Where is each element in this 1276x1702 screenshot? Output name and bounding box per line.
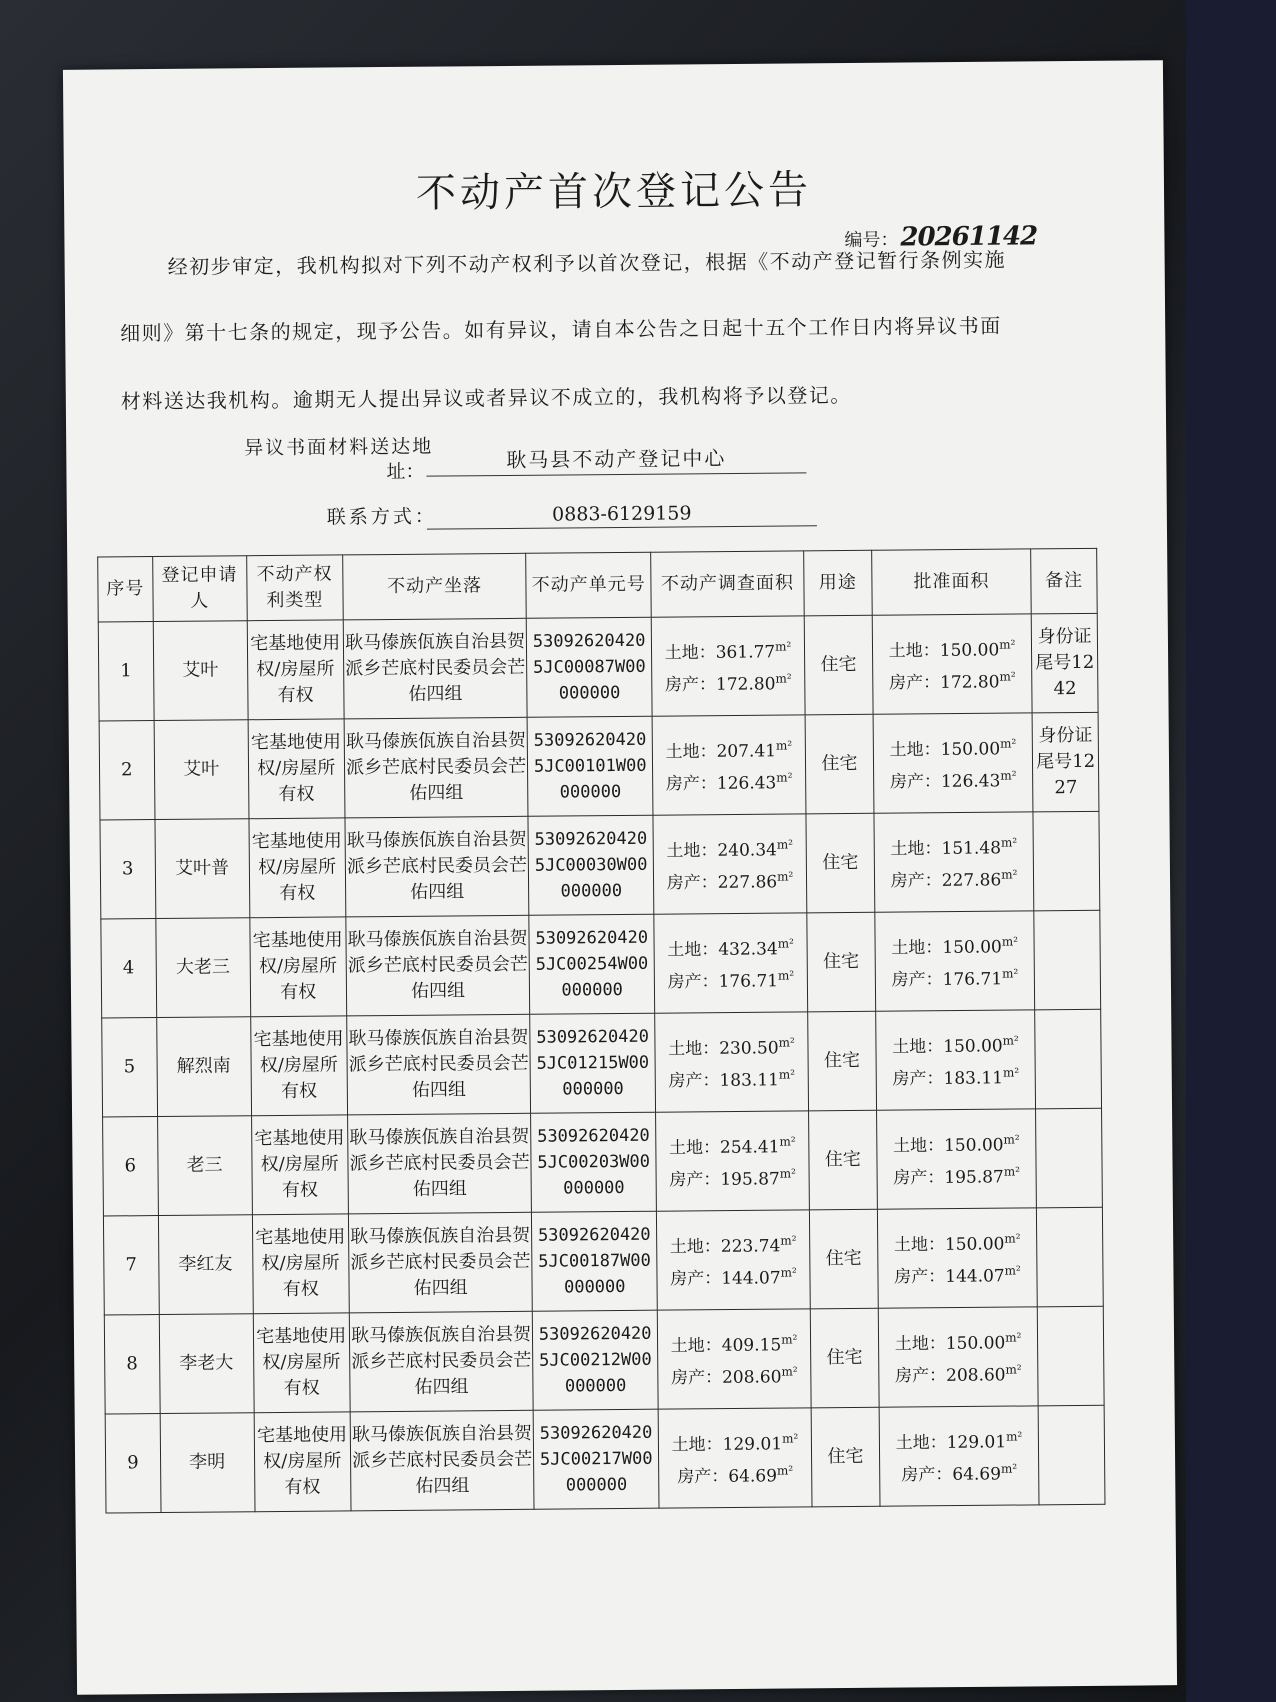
area-unit: m² (777, 869, 794, 884)
use-cell (811, 1407, 880, 1507)
survey-land-area: 土地：129.01 (671, 1434, 783, 1456)
remark-cell (1036, 1108, 1103, 1208)
header-cell: 备注 (1031, 548, 1097, 614)
unit-number-cell (527, 617, 652, 717)
applicant-cell (159, 1314, 254, 1414)
notice-paragraph-line-3: 材料送达我机构。逾期无人提出异议或者异议不成立的，我机构将予以登记。 (120, 382, 852, 414)
location-cell (348, 1212, 532, 1313)
area-unit: m² (775, 671, 792, 686)
address-label-line-1: 异议书面材料送达地 (244, 435, 434, 460)
location: 耿马傣族佤族自治县贺派乡芒底村民委员会芒佑四组 (347, 927, 528, 1002)
survey-house-area: 房产：144.07 (670, 1268, 781, 1290)
survey-land-area: 土地：223.74 (669, 1236, 781, 1258)
area-unit: m² (777, 968, 795, 983)
approved-house-area: 房产：144.07 (894, 1266, 1005, 1288)
approved-area-cell (874, 812, 1034, 912)
applicant-cell (157, 1116, 252, 1216)
unit-number-cell (529, 914, 654, 1014)
area-unit: m² (1004, 1263, 1021, 1278)
survey-house-area: 房产：172.80 (664, 674, 776, 696)
remark-cell (1032, 613, 1099, 713)
unit-number-cell (531, 1112, 656, 1212)
survey-area-cell (653, 814, 807, 914)
area-unit: m² (781, 1364, 798, 1379)
table-row (100, 811, 1100, 919)
survey-area-cell (654, 913, 808, 1013)
right-type-cell (252, 1214, 349, 1314)
address-label-line-2: 址： (386, 460, 425, 484)
applicant-name: 李老大 (179, 1352, 234, 1374)
survey-house-area: 房产：126.43 (665, 773, 777, 795)
right-type: 宅基地使用权/房屋所有权 (251, 830, 342, 904)
approved-land-area: 土地：150.00 (892, 1135, 1004, 1157)
use: 住宅 (825, 1247, 862, 1270)
row-number: 4 (122, 957, 135, 979)
unit-number: 530926204205JC01215W00000000 (536, 1026, 650, 1100)
area-unit: m² (1003, 1132, 1020, 1148)
survey-area-cell (652, 715, 806, 815)
row-number-cell (105, 1414, 161, 1513)
approved-house-area: 房产：64.69 (901, 1464, 1002, 1486)
approved-house-area: 房产：208.60 (894, 1365, 1006, 1387)
applicant-cell (155, 819, 250, 919)
unit-number: 530926204205JC00101W00000000 (533, 729, 647, 803)
remark-cell (1033, 811, 1100, 911)
header-cell: 不动产调查面积 (651, 551, 805, 617)
unit-number-cell (528, 815, 653, 915)
unit-number: 530926204205JC00212W00000000 (538, 1323, 652, 1397)
row-number: 6 (124, 1155, 137, 1177)
right-type: 宅基地使用权/房屋所有权 (256, 1424, 348, 1498)
right-type-cell (253, 1313, 350, 1413)
table-row (103, 1108, 1103, 1216)
header-cell: 登记申请人 (152, 556, 247, 622)
remark-cell (1034, 910, 1101, 1010)
right-type: 宅基地使用权/房屋所有权 (254, 1127, 345, 1201)
area-unit: m² (780, 1265, 797, 1280)
area-unit: m² (1001, 867, 1018, 882)
survey-area-cell (656, 1210, 810, 1310)
right-type: 宅基地使用权/房屋所有权 (256, 1325, 347, 1399)
survey-area-cell (655, 1012, 809, 1112)
area-unit: m² (1005, 1330, 1022, 1345)
use-cell (805, 714, 874, 814)
location-cell (346, 915, 530, 1016)
area-unit: m² (779, 1166, 796, 1181)
area-unit: m² (780, 1233, 797, 1248)
use-cell (804, 615, 873, 715)
area-unit: m² (778, 1067, 796, 1082)
row-number: 5 (123, 1056, 136, 1078)
survey-land-area: 土地：240.34 (666, 840, 777, 862)
location-cell (346, 1014, 530, 1115)
right-type: 宅基地使用权/房屋所有权 (253, 1028, 344, 1102)
use-cell (809, 1110, 878, 1210)
location: 耿马傣族佤族自治县贺派乡芒底村民委员会芒佑四组 (350, 1323, 532, 1398)
area-unit: m² (777, 936, 794, 951)
applicant-name: 李红友 (178, 1253, 233, 1275)
right-type-cell (250, 1016, 347, 1116)
row-number: 1 (120, 660, 132, 682)
approved-area-cell (875, 1010, 1035, 1110)
survey-area-cell (651, 616, 805, 716)
row-number-cell (98, 622, 154, 721)
row-number-cell (99, 721, 155, 820)
approved-house-area: 房产：126.43 (889, 771, 1001, 793)
area-unit: m² (1002, 1065, 1020, 1080)
survey-area-cell (658, 1408, 812, 1508)
approved-land-area: 土地：150.00 (894, 1333, 1006, 1355)
right-type-cell (251, 1115, 348, 1215)
right-type-cell (249, 818, 346, 918)
table-body (98, 613, 1105, 1513)
serial-label: 编号： (844, 229, 899, 252)
table-row (98, 613, 1098, 721)
row-number-cell (104, 1315, 160, 1414)
applicant-name: 解烈南 (176, 1055, 231, 1077)
location: 耿马傣族佤族自治县贺派乡芒底村民委员会芒佑四组 (346, 828, 528, 903)
use-cell (809, 1209, 878, 1309)
area-unit: m² (1000, 768, 1017, 783)
header-cell: 用途 (804, 550, 872, 616)
applicant-name: 艾叶 (182, 659, 219, 681)
survey-house-area: 房产：208.60 (670, 1367, 782, 1389)
location-cell (344, 717, 528, 818)
row-number-cell (100, 820, 156, 919)
area-unit: m² (776, 837, 794, 852)
table-row (104, 1306, 1104, 1414)
right-type-cell (247, 620, 344, 720)
survey-land-area: 土地：432.34 (667, 939, 778, 961)
right-type-cell (248, 719, 345, 819)
area-unit: m² (778, 1035, 795, 1050)
header-cell: 序号 (98, 557, 153, 622)
area-unit: m² (1001, 934, 1019, 950)
notice-paragraph-line-2: 细则》第十七条的规定，现予公告。如有异议，请自本公告之日起十五个工作日内将异议书面 (120, 313, 1002, 346)
remark-cell (1035, 1009, 1102, 1109)
row-number-cell (103, 1117, 159, 1216)
survey-land-area: 土地：230.50 (668, 1038, 779, 1060)
area-unit: m² (779, 1134, 796, 1149)
approved-area-cell (877, 1208, 1037, 1308)
applicant-cell (155, 918, 250, 1018)
applicant-cell (153, 621, 248, 721)
area-unit: m² (999, 736, 1017, 752)
right-type: 宅基地使用权/房屋所有权 (252, 929, 343, 1003)
survey-house-area: 房产：227.86 (666, 872, 778, 894)
contact-value: 0883-6129159 (427, 501, 817, 529)
area-unit: m² (775, 738, 793, 753)
approved-house-area: 房产：176.71 (891, 969, 1003, 991)
applicant-name: 大老三 (175, 956, 230, 978)
area-unit: m² (1005, 1362, 1022, 1377)
table-row (99, 712, 1099, 820)
applicant-name: 艾叶普 (174, 857, 230, 879)
location: 耿马傣族佤族自治县贺派乡芒底村民委员会芒佑四组 (344, 630, 526, 705)
unit-number-cell (530, 1013, 655, 1113)
applicant-cell (160, 1413, 255, 1513)
area-unit: m² (781, 1431, 799, 1446)
row-number: 7 (125, 1254, 137, 1276)
location: 耿马傣族佤族自治县贺派乡芒底村民委员会芒佑四组 (351, 1422, 533, 1497)
row-number: 8 (126, 1353, 138, 1375)
remark: 身份证尾号1227 (1036, 724, 1096, 799)
unit-number-cell (532, 1211, 657, 1311)
location-cell (350, 1410, 534, 1511)
approved-house-area: 房产：183.11 (892, 1068, 1004, 1090)
right-type: 宅基地使用权/房屋所有权 (255, 1226, 346, 1300)
survey-land-area: 土地：409.15 (670, 1335, 782, 1357)
approved-land-area: 土地：150.00 (893, 1234, 1005, 1256)
survey-house-area: 房产：183.11 (668, 1070, 780, 1092)
unit-number: 530926204205JC00030W00000000 (534, 828, 648, 902)
approved-land-area: 土地：150.00 (888, 640, 1000, 662)
survey-house-area: 房产：64.69 (677, 1466, 778, 1488)
location: 耿马傣族佤族自治县贺派乡芒底村民委员会芒佑四组 (345, 729, 527, 804)
survey-land-area: 土地：361.77 (664, 642, 776, 664)
row-number-cell (102, 1018, 158, 1117)
applicant-name: 艾叶 (183, 758, 220, 780)
table-row (102, 1009, 1102, 1117)
location-cell (347, 1113, 531, 1214)
table-row (103, 1207, 1103, 1315)
approved-area-cell (879, 1406, 1039, 1506)
remark: 身份证尾号1242 (1035, 625, 1095, 700)
right-type-cell (254, 1412, 351, 1512)
location: 耿马傣族佤族自治县贺派乡芒底村民委员会芒佑四组 (348, 1026, 529, 1101)
unit-number-cell (533, 1310, 658, 1410)
use-cell (806, 813, 875, 913)
survey-house-area: 房产：195.87 (669, 1169, 780, 1191)
unit-number-cell (534, 1409, 659, 1509)
unit-number: 530926204205JC00217W00000000 (539, 1422, 653, 1496)
area-unit: m² (999, 637, 1016, 653)
location-cell (349, 1311, 533, 1412)
area-unit: m² (776, 1463, 794, 1478)
header-cell: 批准面积 (871, 549, 1031, 615)
survey-area-cell (657, 1309, 811, 1409)
location: 耿马傣族佤族自治县贺派乡芒底村民委员会芒佑四组 (349, 1125, 530, 1200)
unit-number: 530926204205JC00254W00000000 (535, 927, 649, 1001)
unit-number: 530926204205JC00187W00000000 (537, 1224, 651, 1298)
area-unit: m² (1006, 1429, 1023, 1444)
approved-land-area: 土地：151.48 (890, 838, 1002, 860)
approved-area-cell (873, 713, 1033, 813)
row-number: 2 (121, 759, 133, 781)
applicant-name: 老三 (186, 1154, 223, 1176)
background-edge (1186, 0, 1276, 1702)
table-row (101, 910, 1101, 1018)
unit-number: 530926204205JC00203W00000000 (537, 1125, 651, 1199)
use-cell (808, 1011, 877, 1111)
row-number-cell (101, 919, 157, 1018)
header-cell: 不动产单元号 (526, 552, 651, 618)
remark-cell (1037, 1207, 1104, 1307)
serial-handwritten-value: 20261142 (900, 221, 1038, 253)
approved-land-area: 土地：150.00 (891, 937, 1002, 959)
table-header-row (98, 548, 1098, 622)
survey-area-cell (656, 1111, 810, 1211)
approved-house-area: 房产：227.86 (890, 870, 1002, 892)
area-unit: m² (781, 1332, 798, 1347)
applicant-cell (158, 1215, 253, 1315)
area-unit: m² (1001, 966, 1019, 981)
location-cell (345, 816, 529, 917)
area-unit: m² (1004, 1231, 1021, 1247)
notice-paper (63, 60, 1177, 1695)
location: 耿马傣族佤族自治县贺派乡芒底村民委员会芒佑四组 (350, 1224, 531, 1299)
approved-house-area: 房产：195.87 (893, 1167, 1004, 1189)
row-number: 9 (127, 1452, 139, 1474)
applicant-cell (156, 1017, 251, 1117)
approved-land-area: 土地：129.01 (895, 1432, 1007, 1454)
use: 住宅 (823, 950, 860, 973)
right-type: 宅基地使用权/房屋所有权 (250, 632, 341, 706)
use-cell (807, 912, 876, 1012)
document-title: 不动产首次登记公告 (415, 167, 813, 217)
survey-land-area: 土地：254.41 (668, 1137, 780, 1159)
table-row (105, 1405, 1105, 1513)
contact-label: 联系方式： (326, 505, 437, 529)
survey-house-area: 房产：176.71 (667, 971, 779, 993)
row-number-cell (103, 1216, 159, 1315)
remark-cell (1032, 712, 1099, 812)
remark-cell (1038, 1405, 1105, 1505)
unit-number: 530926204205JC00087W00000000 (532, 630, 646, 704)
registration-table (97, 548, 1105, 1514)
remark-cell (1038, 1306, 1105, 1406)
use: 住宅 (821, 752, 858, 775)
survey-land-area: 土地：207.41 (665, 741, 777, 763)
area-unit: m² (775, 639, 792, 654)
area-unit: m² (776, 770, 793, 785)
header-cell: 不动产权利类型 (246, 555, 343, 621)
use: 住宅 (824, 1148, 861, 1171)
use-cell (810, 1308, 879, 1408)
location-cell (343, 618, 527, 719)
notice-paragraph-line-1: 经初步审定，我机构拟对下列不动产权利予以首次登记，根据《不动产登记暂行条例实施 (167, 247, 1007, 279)
approved-area-cell (872, 614, 1032, 714)
applicant-cell (154, 720, 249, 820)
header-cell: 不动产坐落 (342, 553, 526, 620)
use: 住宅 (827, 1445, 864, 1468)
approved-house-area: 房产：172.80 (888, 672, 1000, 694)
use: 住宅 (823, 1049, 861, 1072)
address-value: 耿马县不动产登记中心 (426, 441, 806, 476)
row-number: 3 (121, 858, 134, 880)
area-unit: m² (1000, 835, 1018, 851)
right-type-cell (249, 917, 346, 1017)
approved-area-cell (875, 911, 1035, 1011)
approved-land-area: 土地：150.00 (892, 1036, 1003, 1058)
right-type: 宅基地使用权/房屋所有权 (250, 731, 342, 805)
approved-area-cell (876, 1109, 1036, 1209)
area-unit: m² (999, 669, 1016, 684)
use: 住宅 (822, 851, 859, 874)
approved-land-area: 土地：150.00 (889, 739, 1001, 761)
unit-number-cell (528, 716, 653, 816)
approved-area-cell (878, 1307, 1038, 1407)
area-unit: m² (1002, 1033, 1019, 1049)
applicant-name: 李明 (189, 1451, 226, 1473)
area-unit: m² (1000, 1461, 1018, 1476)
area-unit: m² (1003, 1164, 1021, 1179)
use: 住宅 (820, 653, 857, 676)
use: 住宅 (826, 1346, 863, 1369)
